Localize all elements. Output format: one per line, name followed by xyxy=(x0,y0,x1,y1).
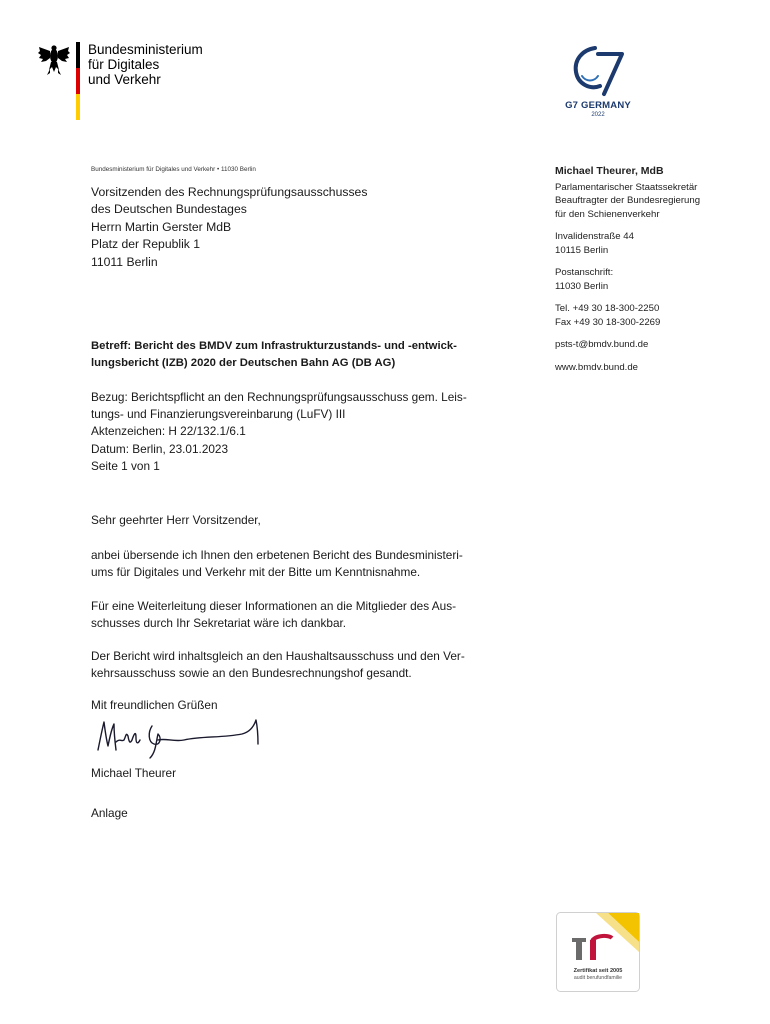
signer-name: Michael Theurer xyxy=(91,766,177,780)
g7-year: 2022 xyxy=(591,112,605,118)
paragraph-line: schusses durch Ihr Sekretariat wäre ich dankbar. xyxy=(91,615,347,630)
sender-title-line: Parlamentarischer Staatssekretär xyxy=(555,181,698,193)
enclosure-note: Anlage xyxy=(91,806,128,820)
recipient-address xyxy=(91,184,367,271)
paragraph-line: Der Bericht wird inhaltsgleich an den Haushaltsausschuss und den Ver- xyxy=(91,649,465,664)
recipient-line: Vorsitzenden des Rechnungsprüfungsausschusses xyxy=(91,185,368,199)
recipient-line: Herrn Martin Gerster MdB xyxy=(91,219,232,234)
german-flag-bar xyxy=(76,42,80,120)
certificate-line-1: Zertifikat seit 2005 xyxy=(573,968,623,974)
handwritten-signature xyxy=(92,712,272,762)
recipient-line: 11011 Berlin xyxy=(91,254,158,269)
sender-title-line: für den Schienenverkehr xyxy=(555,208,660,220)
ministry-name-line: und Verkehr xyxy=(88,72,161,87)
sender-titles xyxy=(555,181,755,222)
paragraph-line: kehrsausschuss sowie an den Bundesrechnungshof gesandt. xyxy=(91,666,412,681)
certificate-line-2: audit berufundfamilie xyxy=(573,975,623,981)
sender-info-column xyxy=(555,165,755,383)
federal-eagle-icon xyxy=(38,42,70,76)
g7-mark-icon xyxy=(568,42,628,98)
ministry-name xyxy=(88,42,203,87)
sender-website: www.bmdv.bund.de xyxy=(555,361,639,373)
closing-phrase: Mit freundlichen Grüßen xyxy=(91,698,218,712)
sender-title-line: Beauftragter der Bundesregierung xyxy=(555,195,701,206)
sender-address-line: Invalidenstraße 44 xyxy=(555,231,634,242)
phone-number: Tel. +49 30 18-300-2250 xyxy=(555,303,660,314)
ministry-name-line: für Digitales xyxy=(88,57,160,72)
ministry-logo xyxy=(38,40,208,122)
sender-phone xyxy=(555,302,755,329)
sender-return-line: Bundesministerium für Digitales und Verkehr • 11030 Berlin xyxy=(91,166,256,173)
g7-logo xyxy=(550,42,646,124)
postal-label: Postanschrift: xyxy=(555,267,614,278)
flag-gold xyxy=(76,94,80,120)
paragraph-line: Für eine Weiterleitung dieser Informationen an die Mitglieder des Aus- xyxy=(91,598,457,613)
letter-date: Datum: Berlin, 23.01.2023 xyxy=(91,441,229,456)
sender-email: psts-t@bmdv.bund.de xyxy=(555,339,649,350)
recipient-line: des Deutschen Bundestages xyxy=(91,202,247,217)
postal-line: 11030 Berlin xyxy=(555,280,609,292)
g7-label: G7 GERMANY xyxy=(565,100,631,111)
sender-address-line: 10115 Berlin xyxy=(555,244,609,256)
paragraph-line: anbei übersende ich Ihnen den erbetenen Bericht des Bundesministeri- xyxy=(91,548,463,563)
sender-postal-address xyxy=(555,266,755,293)
fax-number: Fax +49 30 18-300-2269 xyxy=(555,316,661,328)
subject-text: Betreff: Bericht des BMDV zum Infrastrukturzustands- und -entwick- xyxy=(91,340,457,352)
sender-name: Michael Theurer, MdB xyxy=(555,165,664,177)
recipient-line: Platz der Republik 1 xyxy=(91,237,201,252)
letter-body xyxy=(91,512,541,698)
reference-line: Bezug: Berichtspflicht an den Rechnungsprüfungsausschuss gem. Leis- xyxy=(91,390,467,404)
subject-text: lungsbericht (IZB) 2020 der Deutschen Bahn AG (DB AG) xyxy=(91,357,396,369)
paragraph-line: ums für Digitales und Verkehr mit der Bitte um Kenntnisnahme. xyxy=(91,565,421,580)
salutation-text: Sehr geehrter Herr Vorsitzender, xyxy=(91,513,261,527)
reference-line: tungs- und Finanzierungsvereinbarung (LuFV) III xyxy=(91,407,346,422)
salutation xyxy=(91,512,541,529)
file-number: Aktenzeichen: H 22/132.1/6.1 xyxy=(91,424,246,439)
page-count: Seite 1 von 1 xyxy=(91,458,160,473)
sender-address xyxy=(555,230,755,257)
reference-block xyxy=(91,389,467,475)
subject-line xyxy=(91,338,536,372)
berufundfamilie-certificate-logo xyxy=(556,912,640,992)
flag-red xyxy=(76,68,80,94)
flag-black xyxy=(76,42,80,68)
ministry-name-line: Bundesministerium xyxy=(88,42,203,57)
